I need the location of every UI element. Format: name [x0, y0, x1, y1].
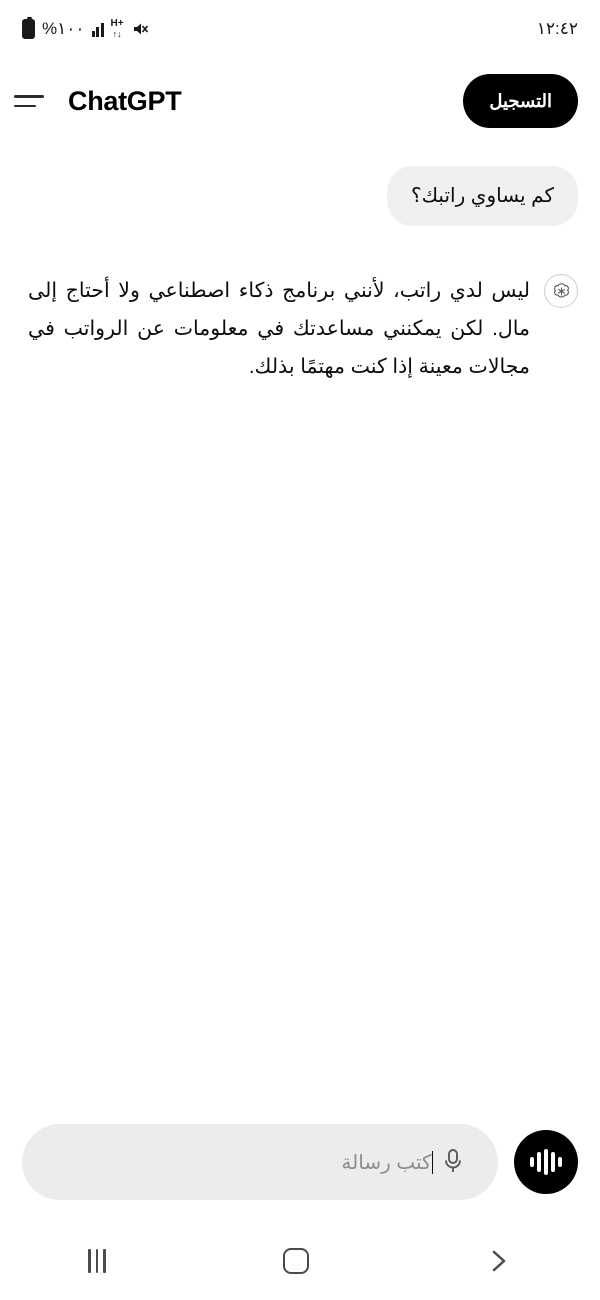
- system-navigation-bar: [0, 1222, 600, 1300]
- microphone-icon[interactable]: [436, 1145, 470, 1179]
- back-icon[interactable]: [486, 1246, 512, 1276]
- network-type-label: H+: [110, 18, 124, 29]
- status-bar: [0, 0, 600, 58]
- message-composer: [0, 1124, 600, 1222]
- user-message-bubble: كم يساوي راتبك؟: [387, 166, 578, 226]
- network-arrows: ↑↓: [112, 29, 122, 39]
- home-icon[interactable]: [283, 1248, 309, 1274]
- assistant-message-text: ليس لدي راتب، لأنني برنامج ذكاء اصطناعي ولا أحتاج إلى مال. لكن يمكنني مساعدتك في معلومات عن الرواتب في مجالات معينة إذا كنت مهتمًا بذلك.: [28, 279, 530, 378]
- voice-mode-button[interactable]: [514, 1130, 578, 1194]
- mute-icon: [131, 20, 149, 38]
- openai-logo-icon: [544, 274, 578, 308]
- signup-button[interactable]: التسجيل: [463, 74, 578, 128]
- battery-icon: [22, 19, 35, 39]
- user-message-row: [22, 166, 578, 226]
- input-placeholder-text: كتب رسالة: [341, 1151, 432, 1174]
- signal-bars-icon: [92, 21, 104, 37]
- app-bar-right: [14, 86, 181, 117]
- battery-percentage: ١٠٠%: [42, 19, 85, 38]
- input-caret: [432, 1151, 434, 1174]
- status-bar-left: [22, 19, 149, 39]
- app-bar: [0, 58, 600, 144]
- recent-apps-icon[interactable]: [88, 1249, 106, 1273]
- page-title: ChatGPT: [68, 85, 182, 116]
- status-bar-clock: ١٢:٤٢: [536, 19, 578, 38]
- assistant-message-row: [22, 272, 578, 386]
- hplus-network-icon: [111, 19, 124, 39]
- conversation-area: [0, 144, 600, 1124]
- hamburger-menu-icon[interactable]: [14, 90, 44, 112]
- message-input[interactable]: [22, 1124, 498, 1200]
- voice-waveform-icon: [530, 1149, 562, 1175]
- message-input-placeholder[interactable]: [50, 1150, 436, 1175]
